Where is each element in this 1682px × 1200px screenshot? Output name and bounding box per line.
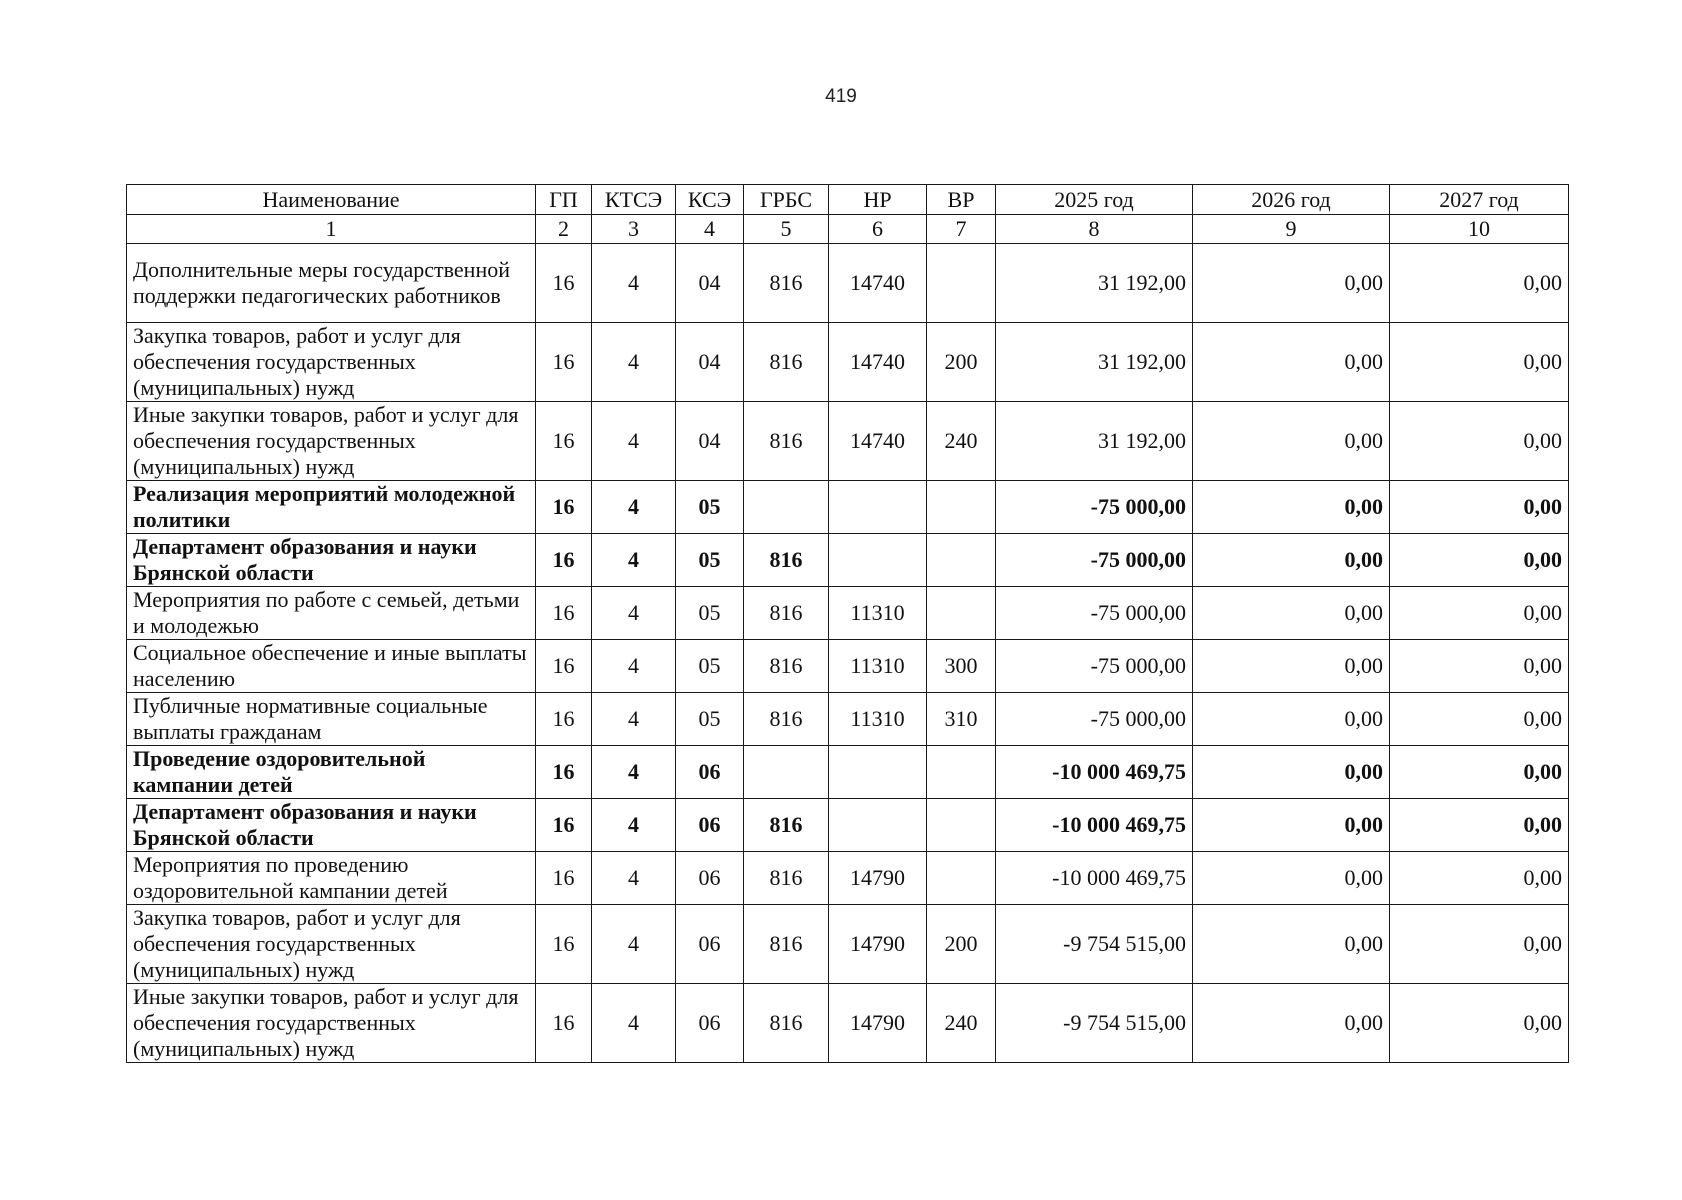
cell-kse: 06 <box>676 905 744 984</box>
cell-vr <box>927 587 996 640</box>
cell-2025: -10 000 469,75 <box>996 746 1193 799</box>
cell-name: Дополнительные меры государственной поддержки педагогических работников <box>127 244 536 323</box>
cell-2025: 31 192,00 <box>996 402 1193 481</box>
cell-2026: 0,00 <box>1193 905 1390 984</box>
column-index: 4 <box>676 215 744 244</box>
cell-2025: -75 000,00 <box>996 693 1193 746</box>
cell-vr: 200 <box>927 323 996 402</box>
cell-vr <box>927 852 996 905</box>
cell-ktse: 4 <box>592 852 676 905</box>
cell-grbs: 816 <box>744 799 829 852</box>
cell-vr: 300 <box>927 640 996 693</box>
cell-ktse: 4 <box>592 244 676 323</box>
cell-grbs <box>744 746 829 799</box>
cell-grbs <box>744 481 829 534</box>
cell-grbs: 816 <box>744 984 829 1063</box>
cell-2025: 31 192,00 <box>996 244 1193 323</box>
table-row <box>127 402 1569 481</box>
cell-kse: 06 <box>676 984 744 1063</box>
cell-gp: 16 <box>536 244 592 323</box>
cell-2025: 31 192,00 <box>996 323 1193 402</box>
cell-vr <box>927 244 996 323</box>
cell-name: Закупка товаров, работ и услуг для обеспечения государственных (муниципальных) нужд <box>127 323 536 402</box>
cell-2027: 0,00 <box>1390 984 1569 1063</box>
cell-2026: 0,00 <box>1193 852 1390 905</box>
cell-grbs: 816 <box>744 323 829 402</box>
column-index: 6 <box>829 215 927 244</box>
column-index: 9 <box>1193 215 1390 244</box>
cell-nr: 14740 <box>829 323 927 402</box>
cell-vr: 200 <box>927 905 996 984</box>
cell-vr <box>927 799 996 852</box>
cell-ktse: 4 <box>592 587 676 640</box>
cell-name: Социальное обеспечение и иные выплаты населению <box>127 640 536 693</box>
cell-2026: 0,00 <box>1193 244 1390 323</box>
cell-nr <box>829 799 927 852</box>
cell-name: Иные закупки товаров, работ и услуг для обеспечения государственных (муниципальных) нужд <box>127 984 536 1063</box>
cell-ktse: 4 <box>592 799 676 852</box>
cell-gp: 16 <box>536 693 592 746</box>
cell-2025: -75 000,00 <box>996 534 1193 587</box>
cell-name: Реализация мероприятий молодежной политики <box>127 481 536 534</box>
cell-grbs: 816 <box>744 534 829 587</box>
cell-ktse: 4 <box>592 746 676 799</box>
cell-kse: 06 <box>676 746 744 799</box>
cell-gp: 16 <box>536 905 592 984</box>
cell-gp: 16 <box>536 323 592 402</box>
cell-nr <box>829 481 927 534</box>
cell-gp: 16 <box>536 402 592 481</box>
column-index: 2 <box>536 215 592 244</box>
column-index: 1 <box>127 215 536 244</box>
cell-2026: 0,00 <box>1193 984 1390 1063</box>
header-kse: КСЭ <box>676 185 744 215</box>
cell-name: Мероприятия по работе с семьей, детьми и молодежью <box>127 587 536 640</box>
cell-nr <box>829 534 927 587</box>
cell-kse: 04 <box>676 323 744 402</box>
cell-2027: 0,00 <box>1390 799 1569 852</box>
table-row <box>127 746 1569 799</box>
table-row <box>127 244 1569 323</box>
cell-ktse: 4 <box>592 534 676 587</box>
cell-kse: 05 <box>676 587 744 640</box>
cell-ktse: 4 <box>592 693 676 746</box>
cell-grbs: 816 <box>744 693 829 746</box>
cell-kse: 05 <box>676 640 744 693</box>
cell-2025: -10 000 469,75 <box>996 852 1193 905</box>
header-2027: 2027 год <box>1390 185 1569 215</box>
cell-gp: 16 <box>536 640 592 693</box>
cell-2026: 0,00 <box>1193 640 1390 693</box>
cell-2027: 0,00 <box>1390 244 1569 323</box>
cell-2027: 0,00 <box>1390 693 1569 746</box>
cell-2025: -75 000,00 <box>996 640 1193 693</box>
cell-nr: 14790 <box>829 905 927 984</box>
cell-vr: 240 <box>927 984 996 1063</box>
table-row <box>127 534 1569 587</box>
table-row <box>127 799 1569 852</box>
header-row <box>127 185 1569 215</box>
cell-vr <box>927 746 996 799</box>
cell-nr: 11310 <box>829 693 927 746</box>
cell-2026: 0,00 <box>1193 402 1390 481</box>
cell-nr: 14790 <box>829 984 927 1063</box>
cell-kse: 05 <box>676 481 744 534</box>
cell-2026: 0,00 <box>1193 323 1390 402</box>
cell-grbs: 816 <box>744 905 829 984</box>
column-index-row <box>127 215 1569 244</box>
page-number: 419 <box>825 86 857 107</box>
cell-gp: 16 <box>536 587 592 640</box>
cell-2027: 0,00 <box>1390 402 1569 481</box>
cell-2027: 0,00 <box>1390 852 1569 905</box>
table-row <box>127 905 1569 984</box>
header-grbs: ГРБС <box>744 185 829 215</box>
table-row <box>127 693 1569 746</box>
cell-2025: -75 000,00 <box>996 587 1193 640</box>
cell-ktse: 4 <box>592 323 676 402</box>
table-row <box>127 587 1569 640</box>
cell-2027: 0,00 <box>1390 481 1569 534</box>
cell-kse: 05 <box>676 534 744 587</box>
cell-2025: -9 754 515,00 <box>996 905 1193 984</box>
cell-ktse: 4 <box>592 905 676 984</box>
cell-name: Департамент образования и науки Брянской области <box>127 799 536 852</box>
column-index: 8 <box>996 215 1193 244</box>
table-row <box>127 984 1569 1063</box>
cell-2027: 0,00 <box>1390 905 1569 984</box>
cell-name: Департамент образования и науки Брянской области <box>127 534 536 587</box>
cell-kse: 04 <box>676 244 744 323</box>
cell-grbs: 816 <box>744 852 829 905</box>
cell-2027: 0,00 <box>1390 323 1569 402</box>
header-ktse: КТСЭ <box>592 185 676 215</box>
cell-grbs: 816 <box>744 244 829 323</box>
table-row <box>127 481 1569 534</box>
header-gp: ГП <box>536 185 592 215</box>
cell-name: Иные закупки товаров, работ и услуг для обеспечения государственных (муниципальных) нужд <box>127 402 536 481</box>
cell-name: Закупка товаров, работ и услуг для обеспечения государственных (муниципальных) нужд <box>127 905 536 984</box>
cell-vr <box>927 481 996 534</box>
table-row <box>127 323 1569 402</box>
cell-2027: 0,00 <box>1390 587 1569 640</box>
cell-vr: 240 <box>927 402 996 481</box>
header-2026: 2026 год <box>1193 185 1390 215</box>
cell-grbs: 816 <box>744 587 829 640</box>
column-index: 5 <box>744 215 829 244</box>
cell-2026: 0,00 <box>1193 799 1390 852</box>
cell-ktse: 4 <box>592 640 676 693</box>
cell-2026: 0,00 <box>1193 481 1390 534</box>
cell-2025: -75 000,00 <box>996 481 1193 534</box>
cell-nr: 14790 <box>829 852 927 905</box>
cell-gp: 16 <box>536 984 592 1063</box>
cell-grbs: 816 <box>744 402 829 481</box>
cell-kse: 06 <box>676 799 744 852</box>
cell-vr: 310 <box>927 693 996 746</box>
column-index: 10 <box>1390 215 1569 244</box>
cell-nr: 11310 <box>829 640 927 693</box>
column-index: 3 <box>592 215 676 244</box>
header-name: Наименование <box>127 185 536 215</box>
budget-table <box>126 184 1569 1063</box>
cell-ktse: 4 <box>592 984 676 1063</box>
cell-nr: 11310 <box>829 587 927 640</box>
cell-2027: 0,00 <box>1390 534 1569 587</box>
cell-kse: 06 <box>676 852 744 905</box>
cell-grbs: 816 <box>744 640 829 693</box>
cell-kse: 04 <box>676 402 744 481</box>
cell-name: Мероприятия по проведению оздоровительной кампании детей <box>127 852 536 905</box>
cell-name: Проведение оздоровительной кампании детей <box>127 746 536 799</box>
cell-2026: 0,00 <box>1193 587 1390 640</box>
cell-kse: 05 <box>676 693 744 746</box>
cell-gp: 16 <box>536 799 592 852</box>
table-row <box>127 640 1569 693</box>
cell-ktse: 4 <box>592 402 676 481</box>
cell-nr: 14740 <box>829 402 927 481</box>
cell-name: Публичные нормативные социальные выплаты гражданам <box>127 693 536 746</box>
cell-ktse: 4 <box>592 481 676 534</box>
cell-2026: 0,00 <box>1193 534 1390 587</box>
cell-gp: 16 <box>536 481 592 534</box>
cell-nr: 14740 <box>829 244 927 323</box>
cell-2026: 0,00 <box>1193 746 1390 799</box>
cell-gp: 16 <box>536 746 592 799</box>
header-nr: НР <box>829 185 927 215</box>
cell-2027: 0,00 <box>1390 746 1569 799</box>
cell-2025: -9 754 515,00 <box>996 984 1193 1063</box>
cell-vr <box>927 534 996 587</box>
cell-gp: 16 <box>536 534 592 587</box>
header-vr: ВР <box>927 185 996 215</box>
cell-2025: -10 000 469,75 <box>996 799 1193 852</box>
cell-nr <box>829 746 927 799</box>
column-index: 7 <box>927 215 996 244</box>
cell-gp: 16 <box>536 852 592 905</box>
cell-2026: 0,00 <box>1193 693 1390 746</box>
table-row <box>127 852 1569 905</box>
cell-2027: 0,00 <box>1390 640 1569 693</box>
header-2025: 2025 год <box>996 185 1193 215</box>
